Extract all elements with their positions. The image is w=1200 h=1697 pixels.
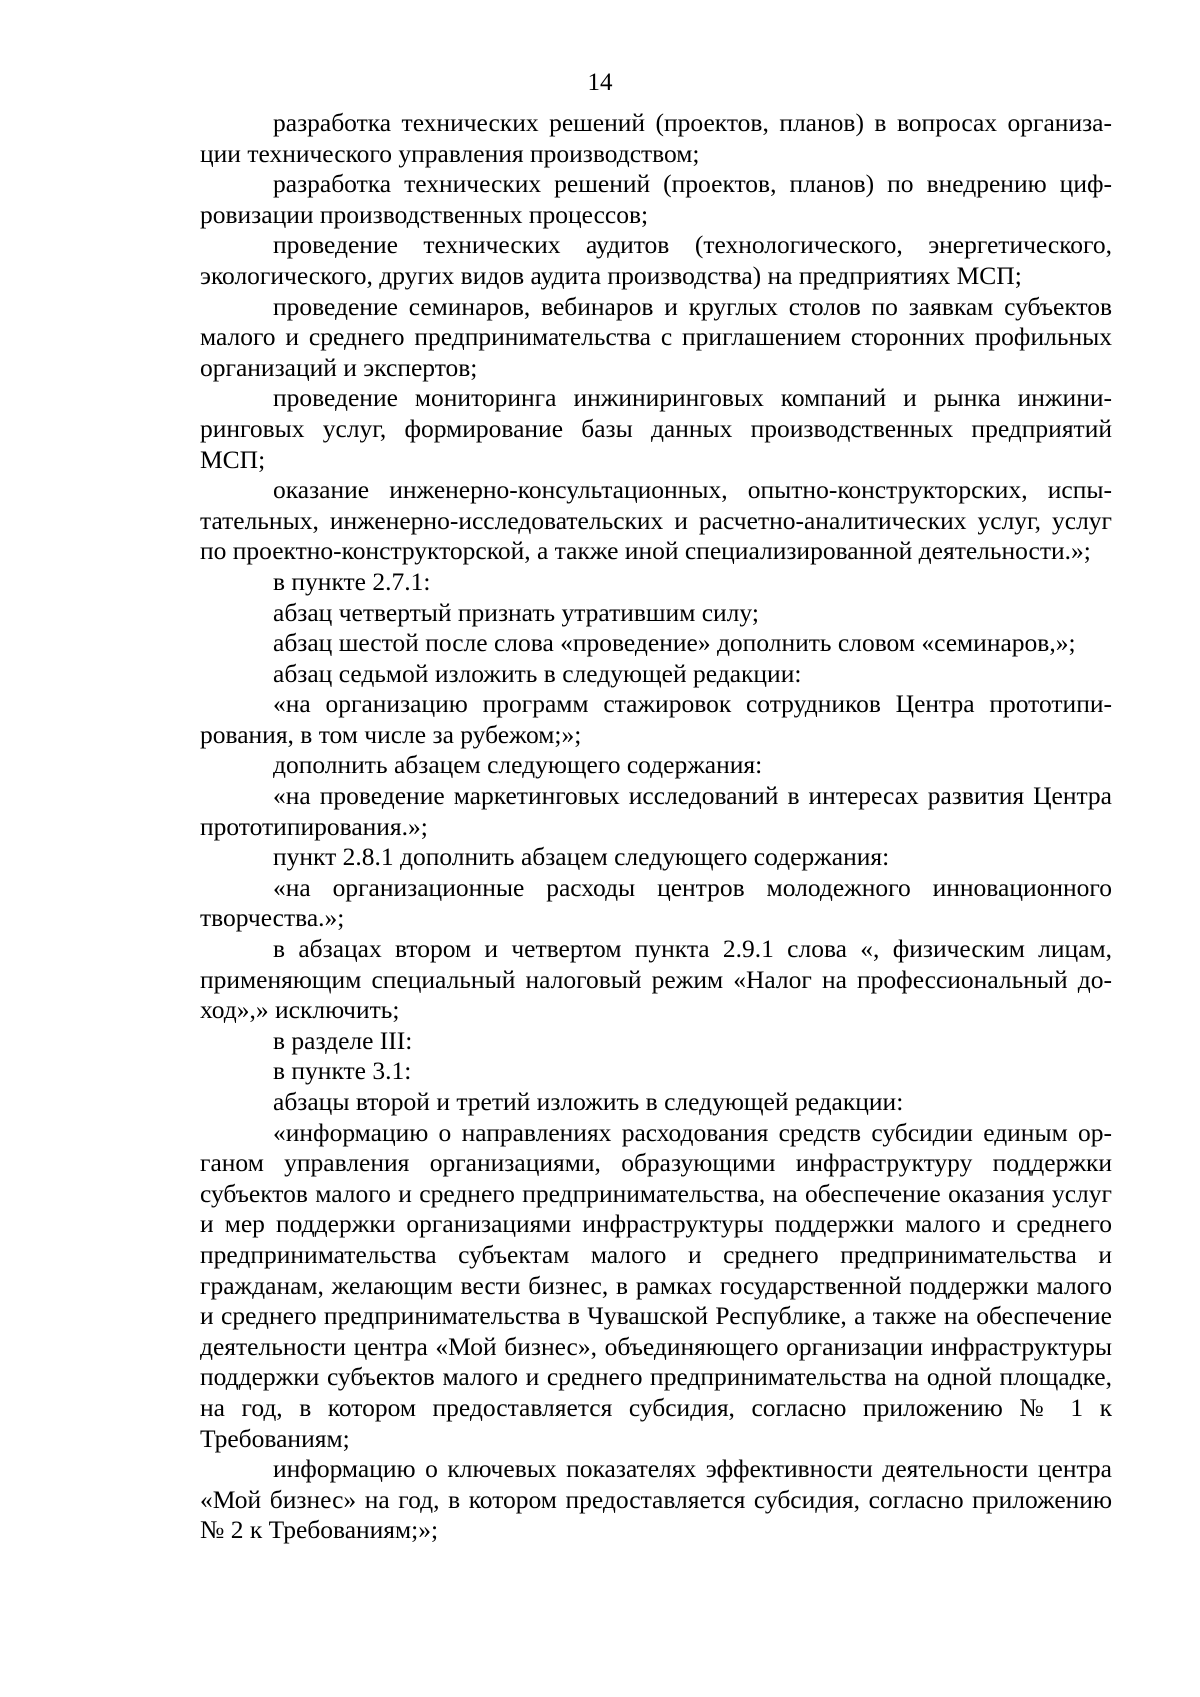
paragraph: в разделе III: [273,1025,413,1055]
paragraph: «на организационные расходы центров молодежного инновационного творчества.»; [200,872,1112,933]
paragraph: проведение технических аудитов (технологического, энергетического, экологического, других видов аудита производства) на предприятиях МСП; [200,230,1112,290]
document-body [200,108,1112,1546]
paragraph: разработка технических решений (проектов, планов) в вопросах организации технического управления производством; [200,108,1112,168]
paragraph: проведение мониторинга инжиниринговых компаний и рынка инжиниринговых услуг, формирование базы данных производственных предприятий МСП; [200,383,1112,474]
paragraph: в абзацах втором и четвертом пункта 2.9.1 слова «, физическим лицам, применяющим специальный налоговый режим «Налог на профессиональный доход»,» исключить; [200,934,1112,1025]
paragraph: в пункте 2.7.1: [273,566,431,596]
paragraph: пункт 2.8.1 дополнить абзацем следующего содержания: [273,842,890,872]
paragraph: в пункте 3.1: [273,1056,412,1086]
page-number: 14 [587,69,613,96]
paragraph: абзац четвертый признать утратившим силу; [273,597,759,627]
paragraph: абзацы второй и третий изложить в следующей редакции: [273,1087,904,1116]
paragraph: абзац седьмой изложить в следующей редакции: [273,658,802,688]
paragraph: разработка технических решений (проектов, планов) по внедрению цифровизации производственных процессов; [200,169,1112,229]
paragraph: «на организацию программ стажировок сотрудников Центра прототипирования, в том числе за рубежом;»; [200,689,1112,749]
paragraph: проведение семинаров, вебинаров и круглых столов по заявкам субъектов малого и среднего предпринимательства с приглашением сторонних профильных организаций и экспертов; [200,291,1112,382]
paragraph: «информацию о направлениях расходования средств субсидии единым органом управления организациями, образующими инфраструктуру поддержки субъектов малого и среднего предпринимательства, на обеспечение оказания услуг и мер поддержки организациями инфраструктуры поддержки малого и среднего предпринимательства субъектам малого и среднего предпринимательства и гражданам, желающим вести бизнес, в рамках государственной поддержки малого и среднего предпринимательства в Чувашской Республике, а также на обеспечение деятельности центра «Мой бизнес», объединяющего организации инфраструктуры поддержки субъектов малого и среднего предпринимательства на одной площадке, на год, в котором предоставляется субсидия, согласно приложению № 1 к Требованиям; [200,1117,1112,1453]
paragraph: информацию о ключевых показателях эффективности деятельности центра «Мой бизнес» на год, в котором предоставляется субсидия, согласно приложению № 2 к Требованиям;»; [200,1454,1112,1545]
paragraph: абзац шестой после слова «проведение» дополнить словом «семинаров,»; [273,628,1076,658]
paragraph: «на проведение маркетинговых исследований в интересах развития Центра прототипирования.»; [200,781,1112,841]
paragraph: дополнить абзацем следующего содержания: [273,750,763,780]
paragraph: оказание инженерно-консультационных, опытно-конструкторских, испытательных, инженерно-исследовательских и расчетно-аналитических услуг, услуг по проектно-конструкторской, а также иной специализированной деятельности.»; [200,475,1112,566]
